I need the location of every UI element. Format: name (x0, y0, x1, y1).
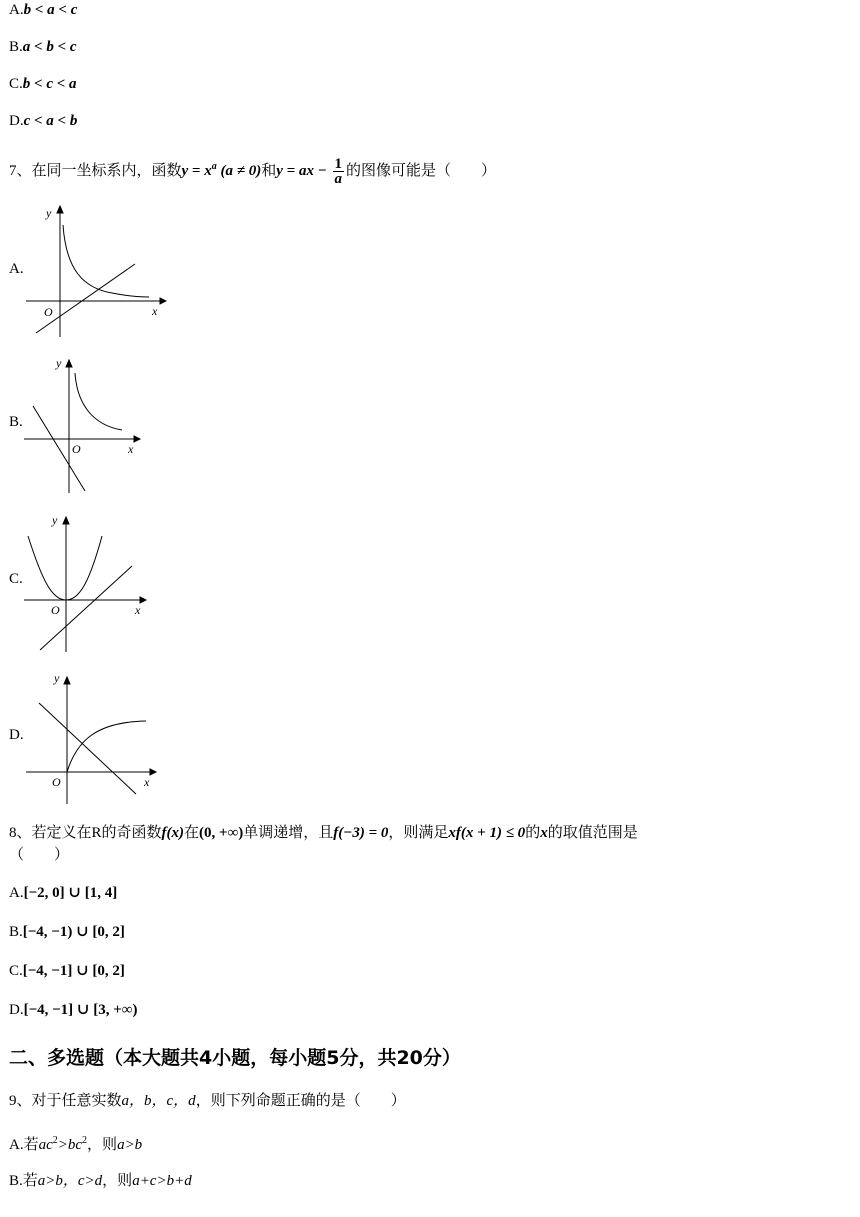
q8-text: ，则满足 (388, 825, 449, 841)
axis-y-label: y (54, 671, 60, 685)
option-sup: 2 (52, 1135, 58, 1146)
q7-f2: y = ax − (276, 163, 327, 179)
x-axis-arrow (150, 769, 156, 775)
curve (75, 373, 122, 430)
q8-option-b[interactable] (9, 922, 125, 942)
axis-x-label: x (144, 775, 150, 789)
q7-suffix: 的图像可能是（ ） (346, 163, 497, 179)
frac-num: 1 (334, 156, 343, 173)
q8-option-c[interactable] (9, 961, 125, 981)
y-axis-arrow (64, 677, 70, 684)
axis-x-label: x (135, 603, 141, 617)
q6-option-b[interactable] (9, 37, 77, 57)
q7-mid: 和 (261, 163, 277, 179)
q9-vars: a，b，c，d (121, 1093, 196, 1109)
q7-graph-d[interactable] (22, 670, 162, 810)
y-axis-arrow (57, 206, 63, 213)
option-expr: b < c < a (22, 76, 77, 92)
q8-func: f(x) (161, 825, 185, 841)
option-expr: [−4, −1] ∪ [3, +∞) (23, 1002, 138, 1018)
q9-text: ，则下列命题正确的是（ ） (195, 1093, 406, 1109)
option-expr: ac (38, 1137, 53, 1153)
option-label: D. (9, 113, 24, 129)
line (36, 264, 135, 333)
q8-stem-line1 (9, 823, 638, 843)
origin-label: O (51, 603, 60, 617)
curve (67, 721, 146, 772)
q7-graph-b[interactable] (22, 355, 147, 495)
origin-label: O (72, 442, 81, 456)
option-label: B.若 (9, 1173, 38, 1189)
q9-option-a[interactable] (9, 1131, 142, 1155)
q7-option-a-label[interactable]: A. (9, 261, 24, 277)
curve (28, 536, 102, 600)
curve (63, 225, 149, 297)
q7-graph-c[interactable] (22, 510, 152, 655)
q7-graph-a[interactable] (22, 203, 167, 338)
q7-option-d-label[interactable]: D. (9, 727, 24, 743)
q8-text: 在 (184, 825, 200, 841)
option-label: B. (9, 924, 23, 940)
x-axis-arrow (160, 298, 166, 304)
y-axis-arrow (63, 517, 69, 524)
option-expr: b < a < c (23, 2, 78, 18)
q8-option-a[interactable] (9, 883, 117, 903)
axis-x-label: x (152, 304, 158, 318)
option-result: a>b (117, 1137, 143, 1153)
q9-option-b[interactable] (9, 1171, 192, 1191)
axis-y-label: y (46, 206, 52, 220)
option-sup: 2 (82, 1135, 88, 1146)
option-label: C. (9, 76, 23, 92)
option-expr: a < b < c (22, 39, 77, 55)
option-label: B. (9, 39, 23, 55)
q8-condition: f(−3) = 0 (333, 825, 389, 841)
q7-f1-cond: (a ≠ 0) (220, 163, 262, 179)
option-result: a+c>b+d (132, 1173, 192, 1189)
option-expr: >bc (57, 1137, 83, 1153)
q8-var: x (540, 825, 548, 841)
q7-fraction (333, 157, 345, 186)
axis-x-label: x (128, 442, 134, 456)
q8-text: 8、若定义在R的奇函数 (9, 825, 162, 841)
q8-text: 的 (525, 825, 541, 841)
option-expr: [−2, 0] ∪ [1, 4] (23, 885, 118, 901)
q8-option-d[interactable] (9, 1000, 137, 1020)
option-label: C. (9, 963, 23, 979)
frac-den: a (334, 171, 343, 188)
section-heading: 二、多选题（本大题共4小题，每小题5分，共20分） (9, 1047, 461, 1069)
option-label: A. (9, 2, 24, 18)
q8-inequality: xf(x + 1) ≤ 0 (448, 825, 526, 841)
option-expr: a>b，c>d (37, 1173, 103, 1189)
option-label: A. (9, 885, 24, 901)
q9-stem (9, 1091, 406, 1111)
axis-y-label: y (56, 356, 62, 370)
q6-option-a[interactable] (9, 0, 77, 20)
q7-option-b-label[interactable]: B. (9, 414, 23, 430)
axis-y-label: y (52, 513, 58, 527)
q7-f1: y = x (181, 163, 212, 179)
q7-prefix: 7、在同一坐标系内，函数 (9, 163, 182, 179)
option-label: A.若 (9, 1137, 39, 1153)
option-label: D. (9, 1002, 24, 1018)
origin-label: O (44, 305, 53, 319)
q6-option-c[interactable] (9, 74, 77, 94)
q8-stem-line2: （ ） (9, 847, 70, 863)
origin-label: O (52, 775, 61, 789)
x-axis-arrow (140, 597, 146, 603)
option-text: ，则 (87, 1137, 118, 1153)
q7-stem (9, 150, 496, 188)
option-expr: c < a < b (23, 113, 78, 129)
y-axis-arrow (66, 360, 72, 367)
option-expr: [−4, −1] ∪ [0, 2] (22, 963, 125, 979)
q7-f1-sup: a (211, 161, 217, 172)
q8-interval: (0, +∞) (199, 825, 244, 841)
q7-option-c-label[interactable]: C. (9, 571, 23, 587)
q8-text: 的取值范围是 (547, 825, 638, 841)
option-text: ，则 (102, 1173, 133, 1189)
option-expr: [−4, −1) ∪ [0, 2] (22, 924, 125, 940)
q9-text: 9、对于任意实数 (9, 1093, 122, 1109)
q8-text: 单调递增，且 (243, 825, 334, 841)
x-axis-arrow (134, 436, 140, 442)
q6-option-d[interactable] (9, 111, 77, 131)
